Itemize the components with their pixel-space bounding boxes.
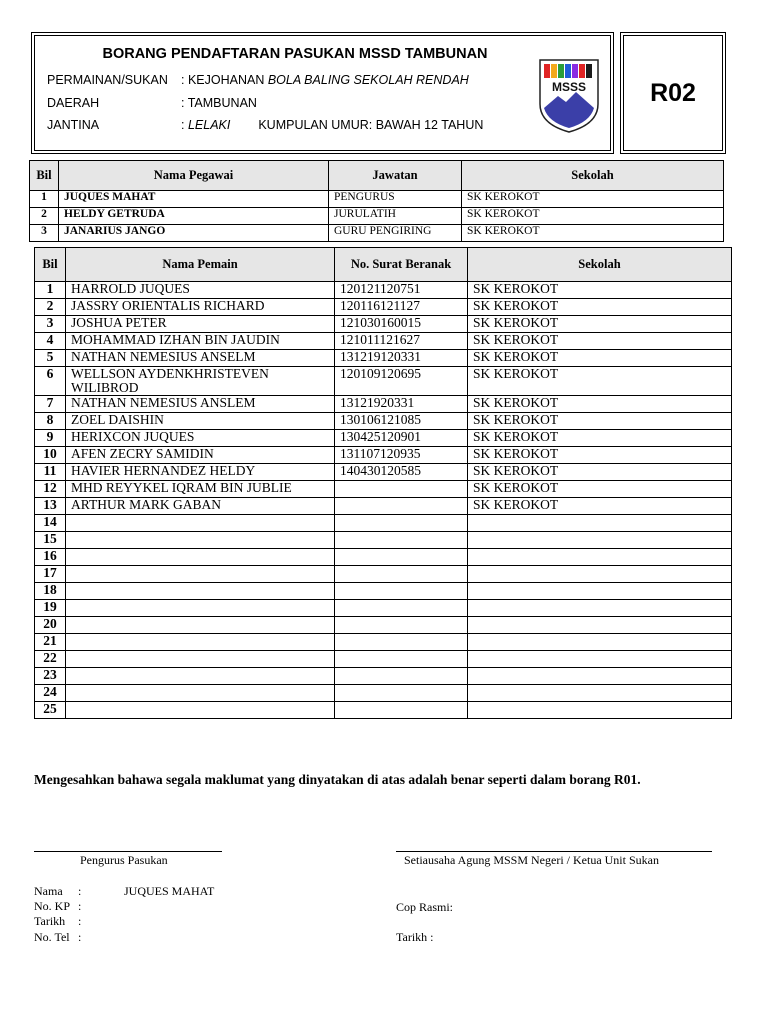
cell-nama	[66, 600, 335, 617]
cell-nama	[66, 566, 335, 583]
cell-sekolah	[468, 668, 732, 685]
col-bil: Bil	[30, 161, 59, 191]
table-row	[35, 282, 732, 299]
cell-sekolah	[468, 600, 732, 617]
cell-surat: 121030160015	[335, 316, 468, 333]
table-row	[35, 430, 732, 447]
cell-sekolah: SK KEROKOT	[462, 208, 724, 225]
cell-nama: JOSHUA PETER	[66, 316, 335, 333]
cell-surat: 131107120935	[335, 447, 468, 464]
table-row	[30, 191, 724, 208]
table-row	[35, 413, 732, 430]
right-signature-title: Setiausaha Agung MSSM Negeri / Ketua Unit Sukan	[404, 853, 659, 867]
cell-nama: ARTHUR MARK GABAN	[66, 498, 335, 515]
field-permainan: PERMAINAN/SUKAN : KEJOHANAN BOLA BALING SEKOLAH RENDAH	[47, 73, 469, 87]
table-row	[35, 651, 732, 668]
cell-sekolah: SK KEROKOT	[462, 225, 724, 242]
cell-surat: 120121120751	[335, 282, 468, 299]
cell-surat	[335, 617, 468, 634]
cell-bil: 6	[35, 367, 66, 396]
table-row	[35, 685, 732, 702]
cell-sekolah	[468, 634, 732, 651]
cell-jawatan: GURU PENGIRING	[329, 225, 462, 242]
cell-nama: HARROLD JUQUES	[66, 282, 335, 299]
cell-surat	[335, 583, 468, 600]
cell-surat: 130425120901	[335, 430, 468, 447]
cell-sekolah	[468, 685, 732, 702]
cell-sekolah: SK KEROKOT	[468, 464, 732, 481]
cell-nama: HAVIER HERNANDEZ HELDY	[66, 464, 335, 481]
cell-sekolah: SK KEROKOT	[468, 316, 732, 333]
cell-surat	[335, 532, 468, 549]
col-bil: Bil	[35, 248, 66, 282]
cell-nama	[66, 668, 335, 685]
officials-table	[29, 160, 724, 242]
cell-bil: 2	[30, 208, 59, 225]
table-row	[35, 316, 732, 333]
table-row	[35, 617, 732, 634]
table-row	[35, 350, 732, 367]
cell-surat: 130106121085	[335, 413, 468, 430]
cell-surat	[335, 566, 468, 583]
cell-nama: JASSRY ORIENTALIS RICHARD	[66, 299, 335, 316]
cell-sekolah: SK KEROKOT	[468, 367, 732, 396]
cell-nama	[66, 549, 335, 566]
cell-nama: JUQUES MAHAT	[59, 191, 329, 208]
cell-bil: 19	[35, 600, 66, 617]
cell-surat: 120116121127	[335, 299, 468, 316]
cell-sekolah: SK KEROKOT	[468, 481, 732, 498]
field-colon: :	[78, 914, 82, 928]
table-row	[35, 464, 732, 481]
cell-sekolah: SK KEROKOT	[468, 447, 732, 464]
table-row	[35, 583, 732, 600]
cell-bil: 4	[35, 333, 66, 350]
cell-bil: 2	[35, 299, 66, 316]
field-label: Cop Rasmi:	[396, 900, 454, 914]
cell-nama: HERIXCON JUQUES	[66, 430, 335, 447]
cell-bil: 5	[35, 350, 66, 367]
cell-surat	[335, 634, 468, 651]
cell-nama	[66, 617, 335, 634]
cell-sekolah	[468, 532, 732, 549]
cell-sekolah: SK KEROKOT	[468, 333, 732, 350]
cell-surat: 121011121627	[335, 333, 468, 350]
cell-sekolah: SK KEROKOT	[468, 299, 732, 316]
field-colon: :	[78, 884, 82, 898]
cell-bil: 3	[35, 316, 66, 333]
table-row	[35, 566, 732, 583]
form-code: R02	[620, 32, 726, 154]
field-colon: :	[78, 899, 82, 913]
cell-surat: 120109120695	[335, 367, 468, 396]
table-row	[35, 367, 732, 396]
cell-bil: 24	[35, 685, 66, 702]
left-signature-line[interactable]	[34, 851, 222, 852]
cell-surat	[335, 651, 468, 668]
cell-surat	[335, 668, 468, 685]
cell-nama	[66, 583, 335, 600]
field-jantina: JANTINA : LELAKI KUMPULAN UMUR: BAWAH 12 TAHUN	[47, 118, 484, 132]
cell-surat	[335, 481, 468, 498]
field-label: No. KP	[34, 899, 71, 913]
cell-bil: 14	[35, 515, 66, 532]
cell-nama	[66, 532, 335, 549]
cell-sekolah	[468, 702, 732, 719]
msss-logo-icon	[538, 58, 600, 134]
table-row	[35, 299, 732, 316]
cell-sekolah	[468, 566, 732, 583]
cell-nama: ZOEL DAISHIN	[66, 413, 335, 430]
cell-sekolah	[468, 515, 732, 532]
cell-nama	[66, 651, 335, 668]
field-label: Tarikh :	[396, 930, 434, 944]
cell-sekolah	[468, 651, 732, 668]
cell-surat	[335, 685, 468, 702]
cell-sekolah	[468, 617, 732, 634]
table-row	[35, 532, 732, 549]
cell-bil: 16	[35, 549, 66, 566]
cell-bil: 25	[35, 702, 66, 719]
table-row	[35, 549, 732, 566]
table-row	[35, 668, 732, 685]
field-colon: :	[78, 930, 82, 944]
cell-surat: 131219120331	[335, 350, 468, 367]
cell-surat: 13121920331	[335, 396, 468, 413]
field-label: No. Tel	[34, 930, 70, 944]
cell-sekolah	[468, 549, 732, 566]
cell-bil: 23	[35, 668, 66, 685]
cell-nama	[66, 515, 335, 532]
cell-bil: 3	[30, 225, 59, 242]
cell-sekolah: SK KEROKOT	[468, 413, 732, 430]
cell-surat	[335, 600, 468, 617]
cell-bil: 8	[35, 413, 66, 430]
cell-sekolah: SK KEROKOT	[468, 498, 732, 515]
cell-bil: 10	[35, 447, 66, 464]
cell-nama: MOHAMMAD IZHAN BIN JAUDIN	[66, 333, 335, 350]
cell-sekolah	[468, 583, 732, 600]
cell-bil: 7	[35, 396, 66, 413]
cell-jawatan: PENGURUS	[329, 191, 462, 208]
table-row	[35, 702, 732, 719]
cell-sekolah: SK KEROKOT	[468, 430, 732, 447]
cell-sekolah: SK KEROKOT	[468, 396, 732, 413]
cell-sekolah: SK KEROKOT	[468, 282, 732, 299]
cell-bil: 15	[35, 532, 66, 549]
right-signature-line[interactable]	[396, 851, 712, 852]
cell-sekolah: SK KEROKOT	[462, 191, 724, 208]
field-daerah: DAERAH : TAMBUNAN	[47, 96, 257, 110]
cell-nama: JANARIUS JANGO	[59, 225, 329, 242]
table-row	[35, 333, 732, 350]
cell-nama: WELLSON AYDENKHRISTEVEN WILIBROD	[66, 367, 335, 396]
cell-surat	[335, 702, 468, 719]
cell-sekolah: SK KEROKOT	[468, 350, 732, 367]
cell-bil: 18	[35, 583, 66, 600]
left-signature-title: Pengurus Pasukan	[80, 853, 168, 867]
table-row	[35, 634, 732, 651]
cell-bil: 1	[30, 191, 59, 208]
col-jawatan: Jawatan	[329, 161, 462, 191]
table-row	[35, 481, 732, 498]
cell-bil: 9	[35, 430, 66, 447]
cell-bil: 12	[35, 481, 66, 498]
cell-bil: 17	[35, 566, 66, 583]
table-row	[35, 396, 732, 413]
col-sekolah: Sekolah	[468, 248, 732, 282]
cell-bil: 11	[35, 464, 66, 481]
cell-bil: 22	[35, 651, 66, 668]
svg-text:MSSS: MSSS	[551, 80, 587, 94]
table-row	[30, 208, 724, 225]
field-label: Tarikh	[34, 914, 66, 928]
cell-surat	[335, 549, 468, 566]
cell-bil: 20	[35, 617, 66, 634]
table-row	[35, 600, 732, 617]
cell-nama: NATHAN NEMESIUS ANSELM	[66, 350, 335, 367]
cell-nama: MHD REYYKEL IQRAM BIN JUBLIE	[66, 481, 335, 498]
cell-nama: HELDY GETRUDA	[59, 208, 329, 225]
cell-nama	[66, 702, 335, 719]
cell-nama	[66, 634, 335, 651]
cell-nama: AFEN ZECRY SAMIDIN	[66, 447, 335, 464]
cell-surat	[335, 498, 468, 515]
col-surat-beranak: No. Surat Beranak	[335, 248, 468, 282]
cell-nama: NATHAN NEMESIUS ANSLEM	[66, 396, 335, 413]
form-header	[31, 32, 614, 154]
cell-bil: 21	[35, 634, 66, 651]
table-row	[30, 225, 724, 242]
confirmation-text: Mengesahkan bahawa segala maklumat yang dinyatakan di atas adalah benar seperti dalam borang R01.	[34, 772, 641, 787]
form-title: BORANG PENDAFTARAN PASUKAN MSSD TAMBUNAN	[102, 46, 488, 62]
col-nama-pegawai: Nama Pegawai	[59, 161, 329, 191]
cell-surat: 140430120585	[335, 464, 468, 481]
cell-bil: 13	[35, 498, 66, 515]
cell-bil: 1	[35, 282, 66, 299]
cell-surat	[335, 515, 468, 532]
table-row	[35, 447, 732, 464]
field-value[interactable]: JUQUES MAHAT	[124, 884, 215, 898]
table-row	[35, 515, 732, 532]
col-nama-pemain: Nama Pemain	[66, 248, 335, 282]
cell-nama	[66, 685, 335, 702]
cell-jawatan: JURULATIH	[329, 208, 462, 225]
players-table	[34, 247, 732, 719]
field-label: Nama	[34, 884, 63, 898]
table-row	[35, 498, 732, 515]
col-sekolah: Sekolah	[462, 161, 724, 191]
